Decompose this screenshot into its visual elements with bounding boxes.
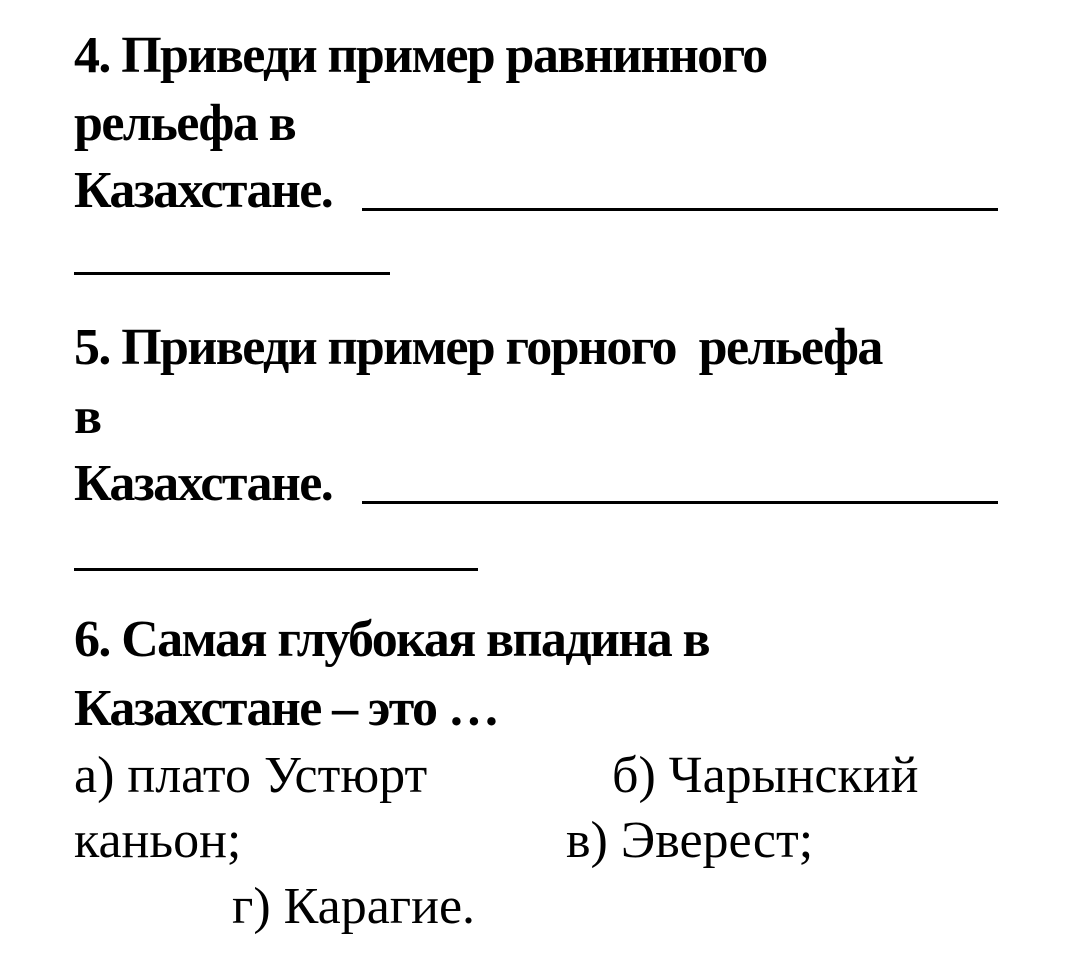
option-g[interactable]: г) Карагие. [232,878,476,935]
option-a[interactable]: а) плато Устюрт [74,747,428,804]
answer-line-q4-2[interactable] [74,272,390,275]
answer-line-q5-2[interactable] [74,568,478,571]
question-6-line-2: Казахстане – это … [74,680,499,737]
answer-line-q5-1[interactable] [362,501,998,504]
question-5-line-2: в [74,388,101,445]
option-b-continuation: каньон; [74,812,242,869]
question-4-line-3: Казахстане. [74,162,333,219]
answer-line-q4-1[interactable] [362,208,998,211]
option-v[interactable]: в) Эверест; [566,812,814,869]
question-4-line-1: 4. Приведи пример равнинного [74,27,767,84]
question-4-line-2: рельефа в [74,95,296,152]
question-6-line-1: 6. Самая глубокая впадина в [74,611,709,668]
question-5-line-3: Казахстане. [74,455,333,512]
question-5-line-1: 5. Приведи пример горного рельефа [74,319,882,376]
option-b[interactable]: б) Чарынский [612,747,919,804]
